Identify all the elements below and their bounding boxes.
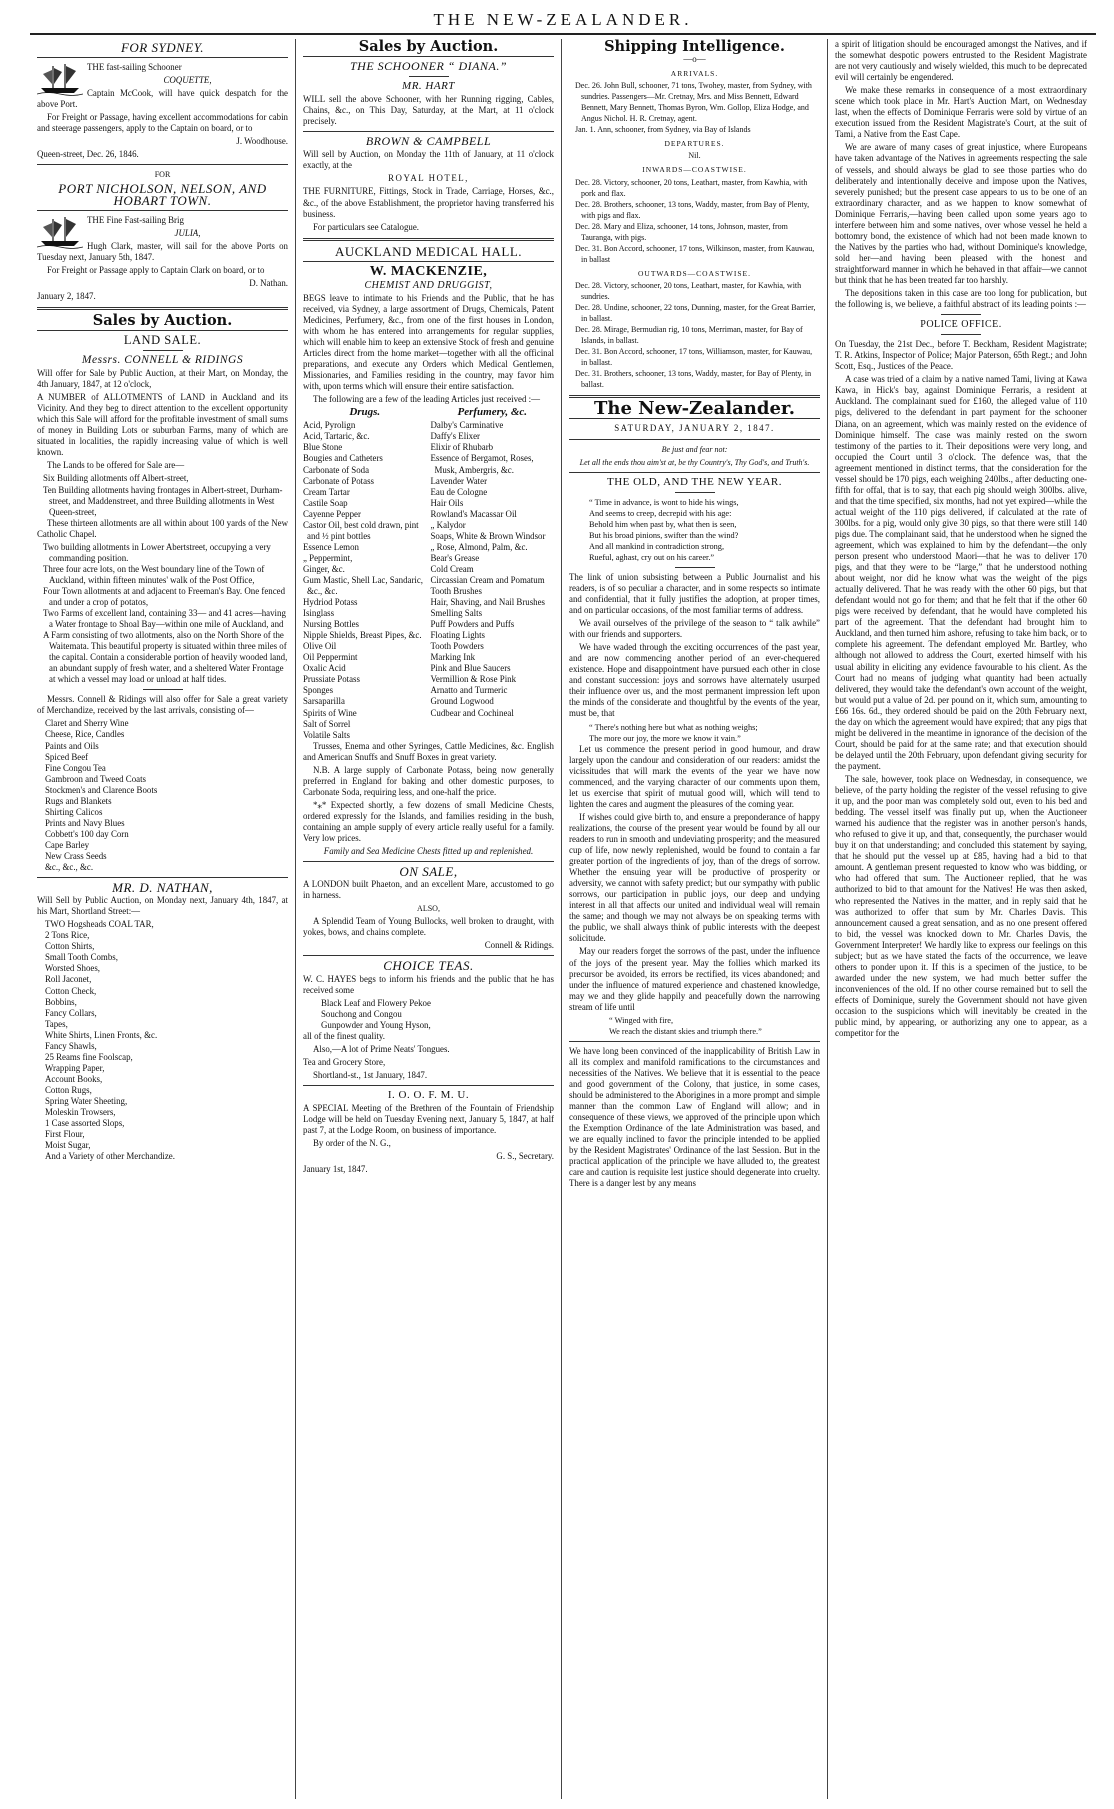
list-item: White Shirts, Linen Fronts, &c. [45, 1029, 158, 1040]
list-item: Dec. 28. Mary and Eliza, schooner, 14 tons, Johnson, master, from Tauranga, with pigs. [575, 221, 788, 242]
teas-items [303, 998, 554, 1031]
poem-line: “ Time in advance, is wont to hide his wings, [589, 497, 739, 507]
medical-text6: Family and Sea Medicine Chests fitted up and replenished. [323, 846, 534, 857]
divider [303, 1085, 554, 1086]
article-para-6: May our readers forget the sorrows of the past, under the influence of the joys of the present year. May the follies which marked its precursor be avoided, its errors be rectified, its vices abandoned; and under the influence of matured experience and chastened knowledge, may we and they glide happily and peacefully down the narrowing stream of life until [569, 946, 820, 1012]
sales-heading: Sales by Auction. [92, 311, 233, 329]
article-para-3: We have waded through the exciting occurrences of the past year, and are now commencing another period of an ever-chequered existence. Hope and disappointment have pursued each other in close and constant succession: joys and sorrows have alternately usurped their influence over us, and the most permanent impression left upon the minds of the considerate and thoughtful by the events of the year, must be, that [569, 642, 820, 719]
arrivals-heading: ARRIVALS. [670, 69, 719, 79]
diana-text: WILL sell the above Schooner, with her Running rigging, Cables, Chains, &c., on This Day, Saturday, at the Mart, at 11 o'clock precisely. [303, 94, 554, 127]
article-cont-para-3: We are aware of many cases of great injustice, where Europeans have taken advantage of the Natives in agreements respecting the sale of vessels, and should always be glad to see those parties who do deliberately and intentionally deceive and impose upon the Natives, severely punished; but the present case appears to us to be one of an extraordinary character, and as we happen to know somewhat of Dominique Ferraris,—having been called upon some years ago to interfere between him and some natives, over whose vessel he held a bottomry bond, the existence of which had not been made known to the Natives by the parties who had, without Dominique's knowledge, sold her—and having been pleased with the honest and straightforward manner in which he behaved in that affair—we cannot but think that he has been treated far too harshly. [835, 142, 1087, 285]
list-item: Essence of Bergamot, Roses, Musk, Ambergris, &c. [430, 453, 534, 475]
list-item: Moist Sugar, [45, 1140, 91, 1151]
list-item: Nursing Bottles [303, 619, 359, 630]
list-item: Acid, Pyrolign [303, 420, 356, 431]
list-item: Hair Oils [430, 497, 464, 508]
list-item: Vermillion & Rose Pink [430, 674, 517, 685]
arrivals-list [569, 80, 820, 135]
list-item: &c., &c., &c. [45, 862, 94, 873]
sydney-heading: FOR SYDNEY. [120, 40, 205, 55]
list-item: Stockmen's and Clarence Boots [45, 784, 158, 795]
poem-3 [569, 1015, 820, 1037]
brown-text3: For particulars see Catalogue. [313, 221, 419, 232]
list-item: Prussiate Potass [303, 674, 360, 685]
outwards-list [569, 280, 820, 390]
list-item: Souchong and Congou [321, 1008, 402, 1019]
teas-text3: Also,—A lot of Prime Neats' Tongues. [313, 1043, 450, 1054]
poem-line: But his broad pinions, swifter than the wind? [589, 530, 739, 540]
list-item: Two building allotments in Lower Abertstreet, occupying a very commanding position. [43, 541, 271, 563]
nicholson-heading: PORT NICHOLSON, NELSON, AND HOBART TOWN. [58, 181, 267, 208]
list-item: Puff Powders and Puffs [430, 619, 515, 630]
list-item: Worsted Shoes, [45, 963, 100, 974]
article-para-2: We avail ourselves of the privilege of the season to “ talk awhile” with our friends and supporters. [569, 618, 820, 640]
list-item: Ground Logwood [430, 696, 494, 707]
list-item: Dec. 28. Mirage, Bermudian rig, 10 tons, Merriman, master, for Bay of Islands, in ballast. [575, 325, 803, 346]
diana-heading: THE SCHOONER “ DIANA.” [349, 59, 507, 74]
list-item: Shirting Calicos [45, 806, 103, 817]
on-sale-text2: A Splendid Team of Young Bullocks, well broken to draught, with yokes, bows, and chains complete. [303, 916, 554, 938]
columns [30, 39, 1096, 1799]
nicholson-for: FOR [154, 170, 171, 180]
brown-heading: BROWN & CAMPBELL [365, 134, 492, 149]
list-item: Circassian Cream and Pomatum [430, 574, 545, 585]
list-item: Hydriod Potass [303, 597, 358, 608]
article-cont-para-1: a spirit of litigation should be encouraged amongst the Natives, and if the somewhat despotic powers entrusted to the Resident Magistrate are not very cautiously and wisely wielded, this much to be deprecated evil will certainly be engendered. [835, 39, 1087, 83]
poem-line: Behold him when past by, what then is seen, [589, 519, 737, 529]
diana-auctioneer: MR. HART [402, 80, 455, 93]
divider [303, 261, 554, 262]
divider [143, 689, 183, 690]
list-item: Dec. 28. Victory, schooner, 20 tons, Leathart, master, for Kawhia, with sundries. [575, 280, 802, 301]
list-item: Moleskin Trowsers, [45, 1107, 116, 1118]
list-item: Bobbins, [45, 996, 77, 1007]
list-item: Ten Building allotments having frontages in Albert-street, Durham-street, and Maddenstreet, and three Building allotments in West Queen-street, [43, 484, 283, 517]
list-item: Pink and Blue Saucers [430, 663, 511, 674]
divider [303, 861, 554, 862]
land-lots-1 [37, 473, 288, 517]
list-item: Cayenne Pepper [303, 508, 361, 519]
ioofmu-sign: G. S., Secretary. [496, 1151, 554, 1162]
departures-nil: Nil. [688, 151, 701, 161]
divider [569, 439, 820, 440]
list-item: Rugs and Blankets [45, 795, 112, 806]
on-sale-also: ALSO, [417, 904, 440, 914]
poem-line: Rueful, aghast, cry out on his career.” [589, 552, 715, 562]
poem-line: “ Winged with fire, [609, 1015, 674, 1025]
list-item: Blue Stone [303, 442, 343, 453]
teas-text2: all of the finest quality. [303, 1030, 385, 1041]
dateline: SATURDAY, JANUARY 2, 1847. [614, 423, 775, 434]
list-item: „ Rose, Almond, Palm, &c. [430, 541, 528, 552]
poem-line: We reach the distant skies and triumph there.” [609, 1026, 762, 1036]
drugs-list [303, 407, 427, 740]
poem-line: And seems to creep, decrepid with his age: [589, 508, 732, 518]
poem-line: “ There's nothing here but what as nothing weighs; [589, 722, 758, 732]
sydney-text2: For Freight or Passage, having excellent accommodations for cabin and steerage passengers, apply to the Captain on board, or to [37, 112, 288, 134]
mackenzie-name: W. MACKENZIE, [369, 263, 488, 279]
list-item: Cobbett's 100 day Corn [45, 828, 129, 839]
list-item: Nipple Shields, Breast Pipes, &c. [303, 630, 422, 641]
list-item: Floating Lights [430, 630, 485, 641]
divider [941, 314, 981, 315]
land-lots-2 [37, 542, 288, 686]
masthead: THE NEW-ZEALANDER. [30, 10, 1096, 35]
article-cont-para-2: We make these remarks in consequence of a most extraordinary scene which took place in Mr. Hart's Auction Mart, on Wednesday last, when the effects of Dominique Ferraris were sold by virtue of an execution issued from the Resident Magistrate's Court, at the suit of Tami, a Native from the East Cape. [835, 85, 1087, 140]
divider [37, 164, 288, 165]
land-firm: Messrs. CONNELL & RIDINGS [81, 353, 244, 366]
list-item: Paints and Oils [45, 740, 99, 751]
list-item: Dec. 26. John Bull, schooner, 71 tons, Twohey, master, from Sydney, with sundries. Passengers—Mr. Cretnay, Mrs. and Miss Bennett, Edward Bennett, Mary Bennett, Thomas Byron, Wm. Gollop, Eliza Hodge, and Angus Nichol. H. R. Cretnay, agent. [575, 81, 812, 124]
list-item: Oxalic Acid [303, 663, 346, 674]
police-para-2: A case was tried of a claim by a native named Tami, living at Kawa Kawa, in Hick's bay, against Dominique Ferraris, a resident at Auckland. The complainant sued for £160, the alleged value of 110 pigs, delivered to the defendant in part payment for the schooner Diana, on an agreement, which was mainly rested on the evidence of Dominique himself. The case was mainly rested on the sworn testimony of the parties to it. Their depositions were very long, and occupied the Court until 3 o'clock. The defence was, that the agreement mentioned in distinct terms, that the consideration for the vessel should be 170 pigs, each weighing 240lbs., after deducting one-fifth for offal, that is to say, that each pig should weigh 300lbs. alive, and that the time specified, six months, had not yet expired—while the actual weight of the 110 pigs delivered, if calculated at the rate of 300lbs. for a pig, would only give 30 pigs, so that there were still 140 pigs due. The complainant said, that he understood when he signed the agreement, which was explained to him by the defendant—the only person present who understood Maori—that he was to deliver 170 pigs, and that they were to be “large,” that he understood nothing about weight, nor did he know what was the weight of the pigs actually delivered. That he was ready with the other 60 pigs, but that defendant would not go for them; and that he felt that if the other 60 pigs were received by defendant, that he would have completed his part of the agreement. That the defendant had brought him to Auckland, and then turned him ashore, refusing to take him back, or to complete his agreement. The defendant employed Mr. Bartley, who although not allowed to address the Court, exerted himself with his usual ability in eliciting any evidence favourable to his client. As the Court had no means of judging what quantity had been actually delivered, they would take the defendant's own account of the weight, but would put a value of 2d. per pound on it, which sum, amounting to £66 16s. 6d., they ordered should be paid on the 20th February next, the day on which the agreement would have expired; that any pigs that might be delivered in the meantime in ignorance of the decision of the Court, should be paid for at the same rate; and that execution should be delayed until the 20th February, upon defendant giving security for the payment. [835, 374, 1087, 771]
list-item: Tooth Brushes [430, 586, 482, 597]
list-item: Essence Lemon [303, 541, 359, 552]
list-item: Cotton Check, [45, 985, 97, 996]
list-item: 1 Case assorted Slops, [45, 1118, 125, 1129]
land-para4: Messrs. Connell & Ridings will also offer for Sale a great variety of Merchandize, received by the last arrivals, consisting of— [37, 694, 288, 716]
list-item: Two Farms of excellent land, containing 33— and 41 acres—having a Water frontage to Shoal Bay—within one mile of Auckland, and [43, 608, 286, 630]
list-item: New Crass Seeds [45, 851, 107, 861]
list-item: Cold Cream [430, 563, 474, 574]
inwards-heading: INWARDS—COASTWISE. [642, 165, 747, 175]
list-item: A Farm consisting of two allotments, also on the North Shore of the Waitemata. This beautiful property is situated within three miles of the capital. Contain a considerable portion of heavily wooded land, an abundant supply of fresh water, and a sheltered Water Frontage at which a vessel may load or unload at half tides. [43, 630, 288, 685]
list-item: Smelling Salts [430, 608, 483, 619]
ship-icon [37, 215, 83, 249]
divider [37, 307, 288, 310]
divider [569, 1041, 820, 1042]
list-item: Dec. 31. Brothers, schooner, 13 tons, Waddy, master, for Bay of Plenty, in ballast. [575, 369, 812, 390]
list-item: „ Kalydor [430, 519, 466, 530]
land-para3: These thirteen allotments are all within about 100 yards of the New Catholic Chapel. [37, 517, 288, 539]
article-para-5: If wishes could give birth to, and ensure a preponderance of happy realizations, the course of the present year would be found by all our readers to run in smooth and undeviating prosperity; and the measured cup of life, now newly replenished, would be found to contain a far greater portion of the ingredients of joy, than of the dregs of sorrow. Whether the ensuing year will be productive of prosperity or adversity, we cannot with safety predict; but our sympathy with public sorrows, our participation in public joys, our deep and undying interest in all that affects our united and individual weal will remain the same; and though we may not always be on speaking terms with the public, we shall always think of public interests with the deepest solicitude. [569, 811, 820, 944]
divider [409, 76, 449, 77]
column-4 [828, 39, 1094, 1799]
poem-line: The more our joy, the more we know it vain.” [589, 733, 741, 743]
divider [303, 131, 554, 132]
sydney-text: Captain McCook, will have quick despatch for the above Port. [37, 88, 288, 110]
list-item: Olive Oil [303, 641, 337, 652]
land-intro: Will offer for Sale by Public Auction, at their Mart, on Monday, the 4th January, 1847, at 12 o'clock, [37, 368, 288, 390]
land-goods [37, 718, 288, 873]
perfumery-heading: Perfumery, &c. [457, 406, 528, 419]
list-item: Hair, Shaving, and Nail Brushes [430, 597, 546, 608]
list-item: And a Variety of other Merchandize. [45, 1151, 175, 1162]
list-item: Fancy Collars, [45, 1007, 97, 1018]
list-item: Fancy Shawls, [45, 1040, 97, 1051]
land-para1: A NUMBER of ALLOTMENTS of LAND in Auckland and its Vicinity. And they beg to direct attention to the excellent opportunity which this Sale will afford for the profitable investment of small sums of money in Building Lots or suburban Farms, many of which are situated in localities, the rapidly increasing value of which is well known. [37, 392, 288, 458]
article-para-7: We have long been convinced of the inapplicability of British Law in all its complex and manifold ramifications to the circumstances and necessities of the Natives. We believe that it is essential to the peace and good government of the Colony, that justice, in some cases, should be administered to the Aborigines in a more prompt and simple manner than the common Law of England will allow; and in consequence of these views, we approved of the principle upon which the Exemption Ordinance of the late Administration was based, and we are equally inclined to favor the principle intended to be applied by the Resident Magistrates' Ordinance of the last Session. But in the practical application of the principle we have alluded to, the greatest care and caution is requisite lest justice should degenerate into cruelty. There is a danger lest by any means [569, 1045, 820, 1189]
divider [37, 57, 288, 58]
article-para-4: Let us commence the present period in good humour, and draw largely upon the candour and consideration of our readers: amidst the vicissitudes that will mark the events of the year we have now commenced, and the varying character of our comments upon them, let us exercise that spirit of mutual good will, which will tend to lighten the cares and augment the pleasures of the coming year. [569, 743, 820, 809]
list-item: Daffy's Elixer [430, 431, 480, 442]
shipping-heading: Shipping Intelligence. [604, 39, 785, 55]
list-item: Castile Soap [303, 497, 348, 508]
sydney-vessel: COQUETTE, [163, 75, 212, 86]
divider [675, 492, 715, 493]
departures-heading: DEPARTURES. [664, 139, 725, 149]
list-item: Roll Jaconet, [45, 974, 92, 985]
list-item: Gunpowder and Young Hyson, [321, 1019, 431, 1030]
on-sale-sign: Connell & Ridings. [484, 940, 554, 951]
list-item: Cudbear and Cochineal [430, 707, 514, 718]
article-para-1: The link of union subsisting between a Public Journalist and his readers, is of so peculiar a character, and in some respects so intimate and confidential, that it fully justifies the adoption, at proper times, and on particular occasions, of the most familiar terms of address. [569, 571, 820, 616]
list-item: Tapes, [45, 1018, 68, 1029]
divider [143, 350, 183, 351]
list-item: Cream Tartar [303, 486, 350, 497]
sales-heading: Sales by Auction. [358, 39, 499, 55]
divider [37, 210, 288, 211]
teas-text4: Tea and Grocery Store, [303, 1056, 386, 1067]
perfumery-list [431, 407, 555, 740]
list-item: Soaps, White & Brown Windsor [430, 530, 546, 541]
list-item: Ginger, &c. [303, 563, 345, 574]
nicholson-vessel: JULIA, [174, 227, 201, 238]
list-item: Spirits of Wine [303, 707, 357, 718]
teas-text5: Shortland-st., 1st January, 1847. [313, 1069, 428, 1080]
list-item: Gambroon and Tweed Coats [45, 773, 147, 784]
list-item: Cheese, Rice, Candles [45, 729, 125, 740]
divider [37, 877, 288, 878]
list-item: Isinglass [303, 608, 335, 619]
list-item: Dec. 31. Bon Accord, schooner, 17 tons, Wilkinson, master, from Kauwau, in ballast [575, 243, 815, 264]
list-item: Elixir of Rhubarb [430, 442, 494, 453]
list-item: Oil Peppermint [303, 652, 358, 663]
list-item: Dec. 28. Brothers, schooner, 13 tons, Waddy, master, from Bay of Plenty, with pigs and flax. [575, 199, 810, 220]
list-item: Lavender Water [430, 475, 488, 486]
brown-text2: THE FURNITURE, Fittings, Stock in Trade, Carriage, Horses, &c., &c., of the above Establishment, the proprietor having transferred his business. [303, 186, 554, 219]
list-item: Three four acre lots, on the West boundary line of the Town of Auckland, within fifteen minutes' walk of the Post Office, [43, 563, 265, 585]
nicholson-date: January 2, 1847. [37, 290, 96, 301]
list-item: Carbonate of Potass [303, 475, 374, 486]
list-item: „ Peppermint, [303, 552, 353, 563]
list-item: Jan. 1. Ann, schooner, from Sydney, via Bay of Islands [575, 125, 751, 135]
list-item: Cape Barley [45, 839, 90, 850]
list-item: Bear's Grease [430, 552, 480, 563]
list-item: Sarsaparilla [303, 696, 345, 707]
list-item: Tooth Powders [430, 641, 484, 652]
article-cont-para-4: The depositions taken in this case are too long for publication, but the following is, we believe, a faithful abstract of its leading points :— [835, 288, 1087, 310]
list-item: Eau de Cologne [430, 486, 488, 497]
divider [303, 56, 554, 57]
list-item: Dec. 28. Undine, schooner, 22 tons, Dunning, master, for the Great Barrier, in ballast. [575, 303, 816, 324]
list-item: Carbonate of Soda [303, 464, 370, 475]
ioofmu-heading: I. O. O. F. M. U. [387, 1088, 470, 1101]
divider [303, 238, 554, 241]
list-item: Account Books, [45, 1073, 103, 1084]
motto-line-2: Let all the ends thou aim'st at, be thy Country's, Thy God's, and Truth's. [579, 457, 810, 467]
police-para-1: On Tuesday, the 21st Dec., before T. Beckham, Resident Magistrate; T. R. Atkins, Inspector of Police; Major Paterson, 65th Regt.; and John Scott, Esq., Justices of the Peace. [835, 339, 1087, 372]
divider [37, 330, 288, 331]
on-sale-heading: ON SALE, [399, 864, 458, 880]
medical-text3: Trusses, Enema and other Syringes, Cattle Medicines, &c. English and American Snuffs and Snuff Boxes in great variety. [303, 740, 554, 762]
old-new-year-heading: THE OLD, AND THE NEW YEAR. [606, 475, 783, 488]
on-sale-text: A LONDON built Phaeton, and an excellent Mare, accustomed to go in harness. [303, 879, 554, 901]
mackenzie-role: CHEMIST AND DRUGGIST, [364, 279, 493, 291]
land-para2: The Lands to be offered for Sale are— [47, 460, 185, 471]
ship-icon [37, 62, 83, 96]
list-item: Arnatto and Turmeric [430, 685, 508, 696]
list-item: Marking Ink [430, 652, 476, 663]
nicholson-text2: For Freight or Passage apply to Captain Clark on board, or to [47, 264, 265, 275]
list-item: Acid, Tartaric, &c. [303, 431, 370, 442]
list-item: 2 Tons Rice, [45, 930, 90, 941]
sydney-title: THE fast-sailing Schooner [87, 62, 182, 73]
list-item: Cotton Shirts, [45, 941, 95, 952]
nicholson-sign: D. Nathan. [249, 277, 288, 288]
sydney-sign: J. Woodhouse. [236, 136, 288, 147]
medical-text5: *⁎* Expected shortly, a few dozens of small Medicine Chests, ordered expressly for the Islands, and families residing in the bush, containing an ample supply of every article really useful for a family. Very low prices. [303, 799, 554, 844]
list-item: Salt of Sorrel [303, 718, 351, 729]
list-item: Small Tooth Combs, [45, 952, 118, 963]
list-item: Four Town allotments at and adjacent to Freeman's Bay. One fenced and under a crop of potatos, [43, 585, 286, 607]
list-item: Spring Water Sheeting, [45, 1095, 128, 1106]
medical-text: BEGS leave to intimate to his Friends and the Public, that he has received, via Sydney, a large assortment of Drugs, Chemicals, Patent Medicines, Perfumery, &c., from one of the first houses in London, with whom he has entered into arrangements for regular supplies, which will enable him to keep an extensive Stock of fresh and genuine Articles direct from the home market—together with all the officinal preparations, and execute any Orders which Medical Gentlemen, Missionaries, and Families residing in the country, may favor him with, upon terms which will ensure their entire satisfaction. [303, 292, 554, 392]
list-item: Wrapping Paper, [45, 1062, 105, 1073]
column-1 [30, 39, 296, 1799]
column-3 [562, 39, 828, 1799]
divider [675, 567, 715, 568]
list-item: First Flour, [45, 1129, 85, 1140]
nicholson-title: THE Fine Fast-sailing Brig [87, 214, 184, 225]
brown-hotel: ROYAL HOTEL, [388, 173, 469, 184]
nicholson-text: Hugh Clark, master, will sail for the above Ports on Tuesday next, January 5th, 1847. [37, 240, 288, 262]
list-item: Cotton Rugs, [45, 1084, 92, 1095]
ioofmu-text: A SPECIAL Meeting of the Brethren of the Fountain of Friendship Lodge will be held on Tuesday Evening next, January 5, 1847, at half past 7, at the Lodge Room, on business of importance. [303, 1102, 554, 1136]
brown-text: Will sell by Auction, on Monday the 11th of January, at 11 o'clock exactly, at the [303, 149, 554, 171]
divider [569, 472, 820, 473]
paper-title: The New-Zealander. [593, 398, 796, 420]
poem-2 [569, 722, 820, 744]
list-item: Dalby's Carminative [430, 420, 504, 431]
medical-lists [303, 407, 554, 740]
inwards-list [569, 177, 820, 265]
list-item: Rowland's Macassar Oil [430, 508, 517, 519]
medical-text2: The following are a few of the leading Articles just received :— [313, 394, 540, 405]
teas-heading: CHOICE TEAS. [383, 958, 474, 974]
list-item: Dec. 28. Victory, schooner, 20 tons, Leathart, master, from Kawhia, with pork and flax. [575, 177, 808, 198]
divider [303, 955, 554, 956]
list-item: Volatile Salts [303, 729, 350, 740]
list-item: Prints and Navy Blues [45, 817, 125, 828]
drugs-heading: Drugs. [349, 406, 381, 419]
medical-hall-heading: AUCKLAND MEDICAL HALL. [334, 243, 523, 259]
list-item: Six Building allotments off Albert-street, [43, 473, 189, 484]
list-item: Claret and Sherry Wine [45, 718, 129, 729]
poem-line: And all mankind in contradiction strong, [589, 541, 725, 551]
nathan-items [37, 919, 288, 1162]
list-item: Spiced Beef [45, 751, 89, 762]
nathan-heading: MR. D. NATHAN, [112, 880, 213, 896]
poem-1 [569, 497, 820, 563]
list-item: Dec. 31. Bon Accord, schooner, 17 tons, Williamson, master, for Kauwau, in ballast. [575, 347, 813, 368]
list-item: TWO Hogsheads COAL TAR, [45, 919, 154, 930]
ioofmu-date: January 1st, 1847. [303, 1164, 368, 1175]
list-item: Fine Congou Tea [45, 762, 106, 773]
shipping-dash: —o— [683, 54, 706, 65]
land-sale-heading: LAND SALE. [123, 332, 202, 347]
list-item: 25 Reams fine Foolscap, [45, 1051, 133, 1062]
list-item: Gum Mastic, Shell Lac, Sandaric, &c., &c. [303, 574, 424, 597]
divider [941, 334, 981, 335]
list-item: Castor Oil, best cold drawn, pint and ½ pint bottles [303, 519, 419, 541]
motto-line-1: Be just and fear not: [661, 444, 728, 454]
nathan-intro: Will Sell by Public Auction, on Monday next, January 4th, 1847, at his Mart, Shortland Street:— [37, 895, 288, 917]
police-office-heading: POLICE OFFICE. [920, 319, 1002, 331]
teas-text: W. C. HAYES begs to inform his friends and the public that he has received some [303, 973, 554, 995]
ioofmu-by: By order of the N. G., [313, 1138, 391, 1149]
medical-text4: N.B. A large supply of Carbonate Potass, being now generally preferred in England for baking and other domestic purposes, to Carbonate Soda, requiring less, and one-half the price. [303, 764, 554, 797]
police-para-3: The sale, however, took place on Wednesday, in consequence, we believe, of the party holding the register of the vessel refusing to give it up, and the poor man was completely sold out, even to his bed and bedding. The vessel itself was finally put up, when the Auctioneer warned his audience that the register was in another person's hands, who refused to give it up, and that, consequently, the purchaser would buy it on that understanding; and concluded this statement by saying, that he should put the vessel up at £85, having had a bid to that amount. A gentleman present requested to know who was bidding, or who had offered that sum. The Auctioneer replied, that he was authorized to bid to that amount for the Natives! He was then asked, who represented the Natives in the matter, and in reply said that he was authorized to offer that sum by Mr. Charles Davis. This announcement caused a great sensation, and as no one present offered to bid, the vessel was knocked down to Mr. Charles Davis, the Government Interpreter! We hardly like to express our feelings on this subject; but as we have stated the facts of the occurrence, we leave others to ponder upon it. If this is a specimen of the justice, to be awarded under the new system, we had much better suffer the inconveniences of the old. If no other course remained but to sell the effects of Dominique, surely the Government should not have given occasion to the suspicions which will inevitably be created in the public mind, by appearing, or authorizing any one to appear, as a competitor for the [835, 774, 1087, 1039]
list-item: Bougies and Catheters [303, 453, 383, 464]
sydney-date: Queen-street, Dec. 26, 1846. [37, 149, 139, 160]
list-item: Black Leaf and Flowery Pekoe [321, 997, 431, 1008]
list-item: Sponges [303, 685, 334, 696]
outwards-heading: OUTWARDS—COASTWISE. [638, 268, 751, 278]
column-2 [296, 39, 562, 1799]
